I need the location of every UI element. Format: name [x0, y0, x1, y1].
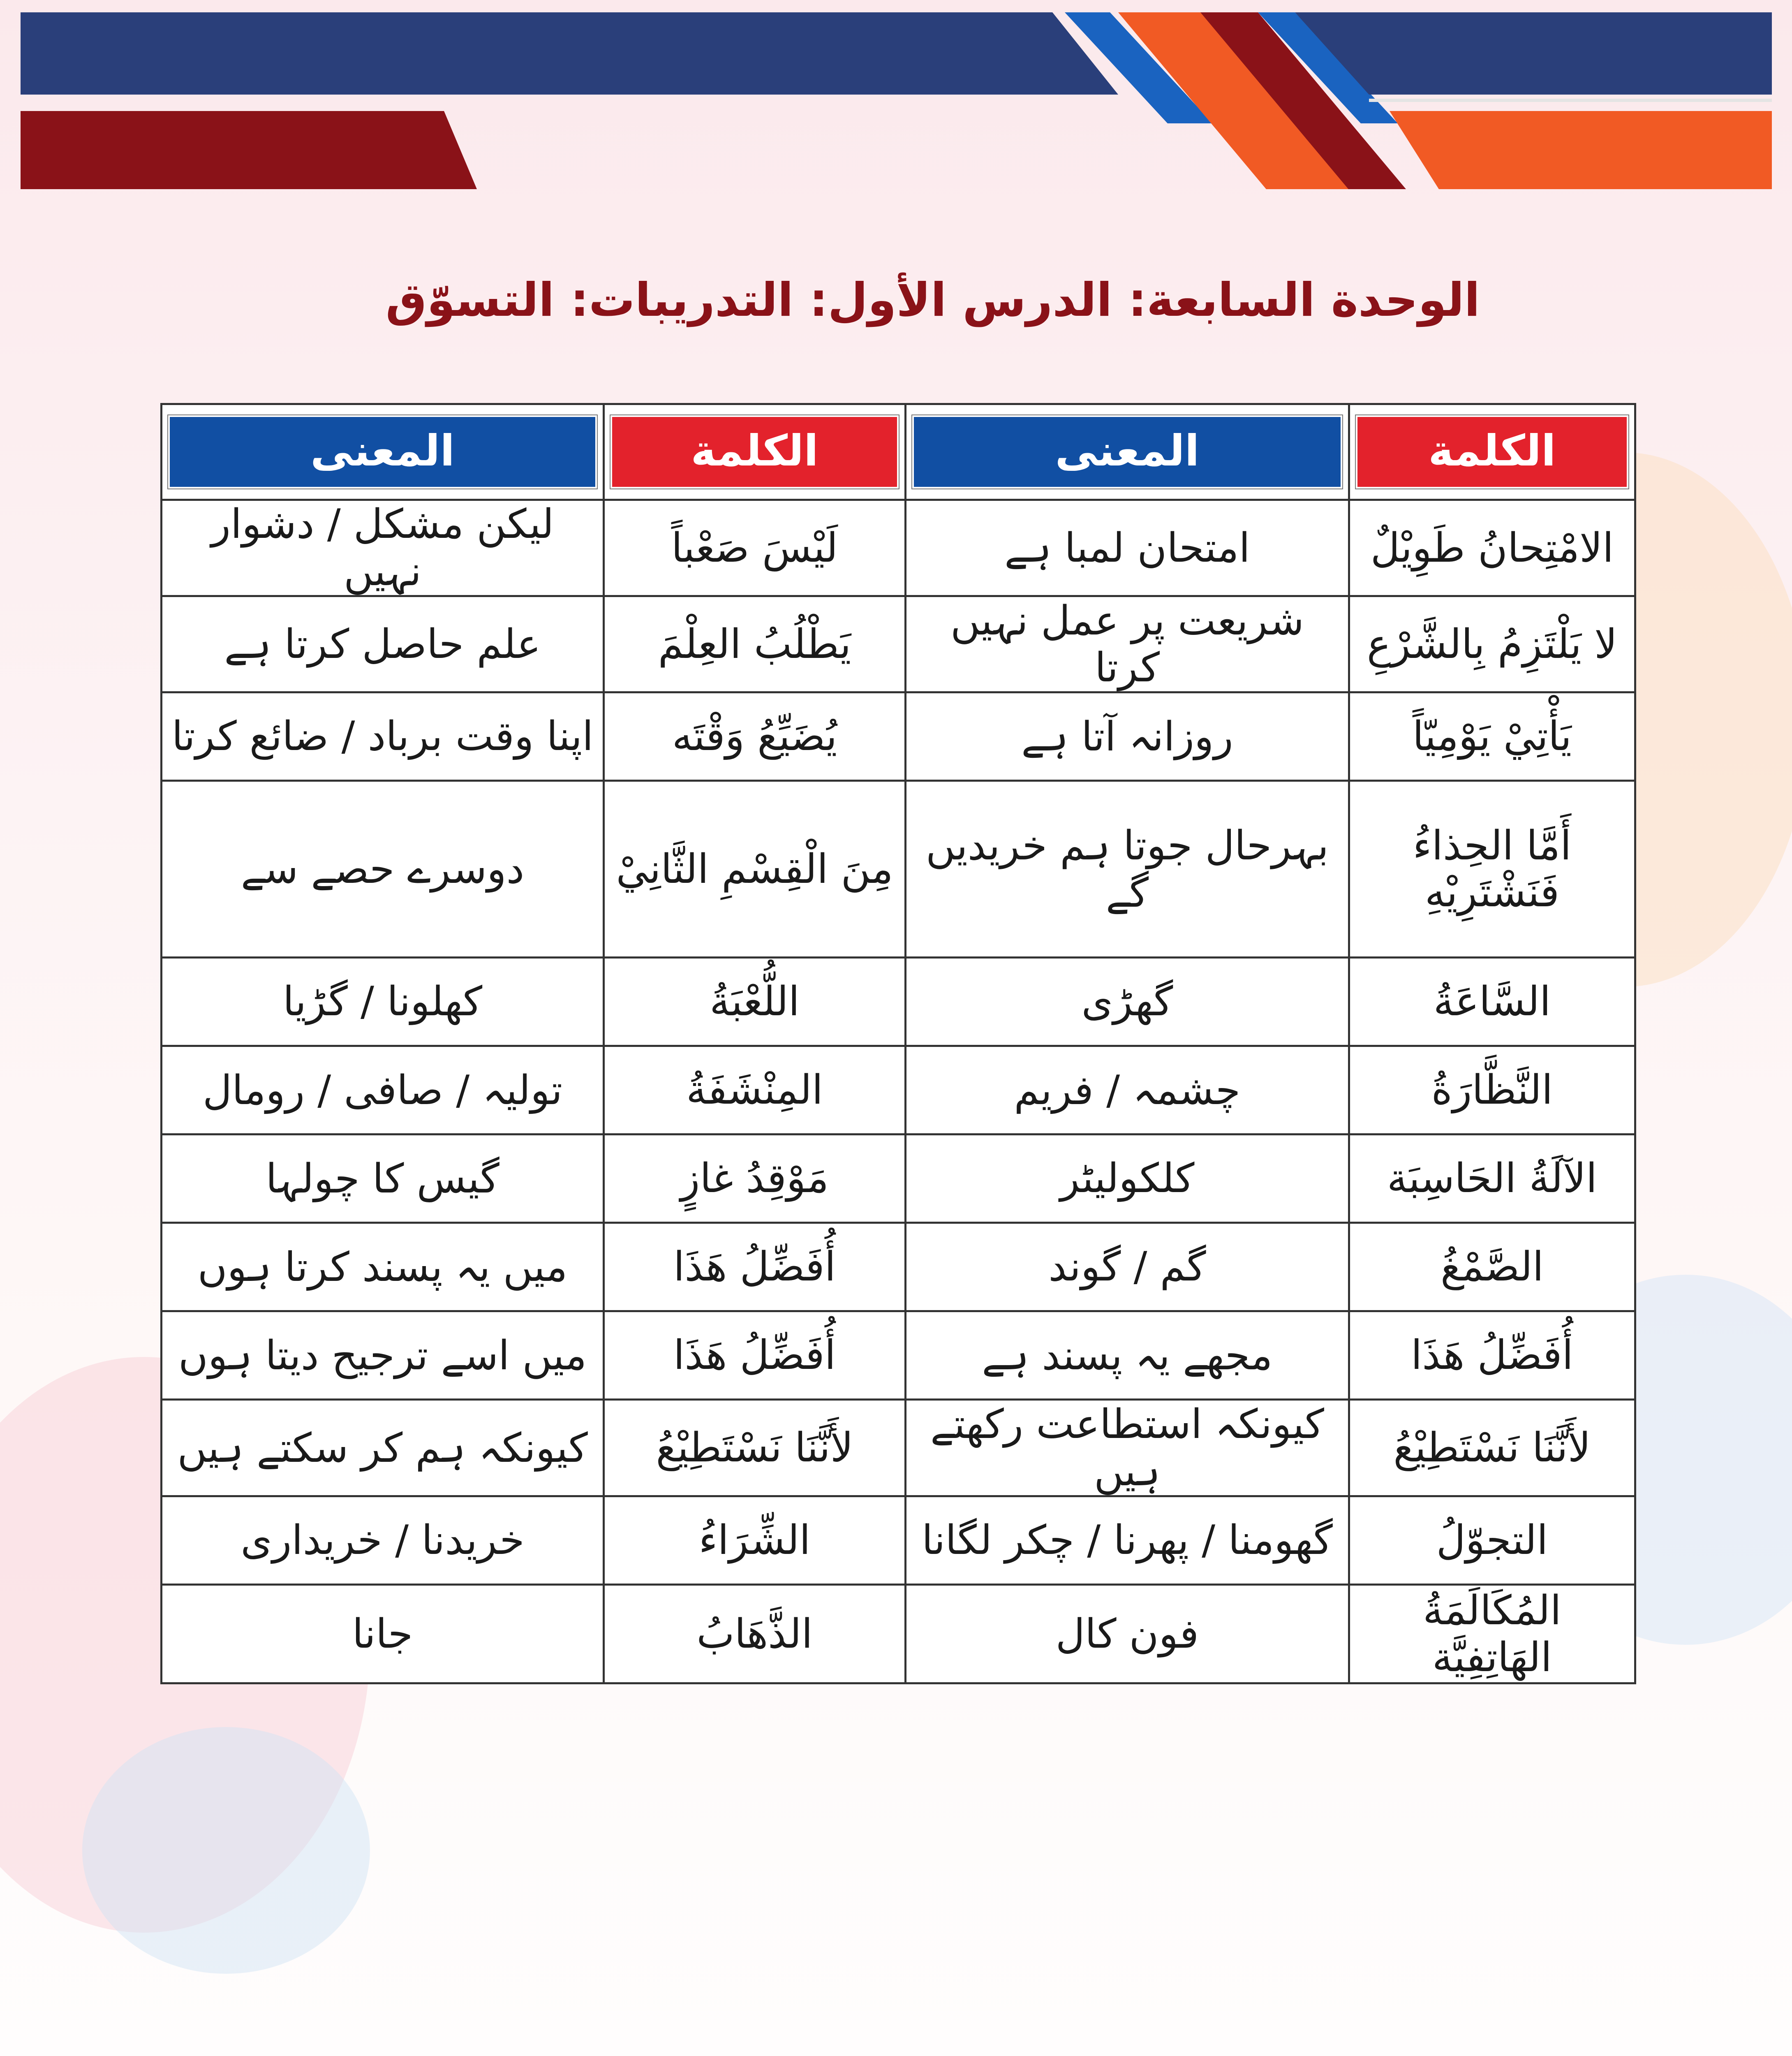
meaning-cell: بہرحال جوتا ہم خریدیں گے	[905, 781, 1349, 958]
meaning-cell: گھومنا / پھرنا / چکر لگانا	[905, 1496, 1349, 1585]
meaning-cell: گم / گوند	[905, 1223, 1349, 1311]
vocabulary-table	[160, 403, 1636, 1684]
table-row	[162, 596, 1635, 692]
table-row	[162, 1585, 1635, 1683]
column-header-meaning: المعنى	[168, 415, 597, 489]
word-cell: لأَنَّنَا نَسْتَطِيْعُ	[604, 1400, 906, 1496]
meaning-cell: دوسرے حصے سے	[162, 781, 604, 958]
meaning-cell: کھلونا / گڑیا	[162, 958, 604, 1046]
meaning-cell: مجھے یہ پسند ہے	[905, 1311, 1349, 1400]
table-row	[162, 1046, 1635, 1135]
word-cell: التجوّلُ	[1349, 1496, 1635, 1585]
word-cell: يُضَيِّعُ وَقْتَه	[604, 692, 906, 781]
meaning-cell: لیکن مشکل / دشوار نہیں	[162, 500, 604, 596]
table-row	[162, 1223, 1635, 1311]
word-cell: أُفَضِّلُ هَذَا	[1349, 1311, 1635, 1400]
meaning-cell: کیونکہ ہم کر سکتے ہیں	[162, 1400, 604, 1496]
column-header-meaning: المعنى	[912, 415, 1342, 489]
word-cell: أُفَضِّلُ هَذَا	[604, 1311, 906, 1400]
header-cell-word-2	[604, 404, 906, 500]
table-row	[162, 1311, 1635, 1400]
meaning-cell: گھڑی	[905, 958, 1349, 1046]
table-row	[162, 500, 1635, 596]
word-cell: اللُّعْبَةُ	[604, 958, 906, 1046]
column-header-word: الكلمة	[610, 415, 899, 489]
table-row	[162, 958, 1635, 1046]
header-cell-word-1	[1349, 404, 1635, 500]
word-cell: المِنْشَفَةُ	[604, 1046, 906, 1135]
header-cell-meaning-2	[162, 404, 604, 500]
meaning-cell: چشمہ / فریم	[905, 1046, 1349, 1135]
word-cell: لأَنَّنَا نَسْتَطِيْعُ	[1349, 1400, 1635, 1496]
meaning-cell: گیس کا چولہا	[162, 1135, 604, 1223]
word-cell: الذَّهَابُ	[604, 1585, 906, 1683]
meaning-cell: شریعت پر عمل نہیں کرتا	[905, 596, 1349, 692]
word-cell: مِنَ الْقِسْمِ الثَّانِيْ	[604, 781, 906, 958]
word-cell: مَوْقِدُ غازٍ	[604, 1135, 906, 1223]
table-row	[162, 692, 1635, 781]
word-cell: السَّاعَةُ	[1349, 958, 1635, 1046]
meaning-cell: کیونکہ استطاعت رکھتے ہیں	[905, 1400, 1349, 1496]
table-row	[162, 1135, 1635, 1223]
header-cell-meaning-1	[905, 404, 1349, 500]
meaning-cell: اپنا وقت برباد / ضائع کرتا	[162, 692, 604, 781]
word-cell: المُكَالَمَةُ الهَاتِفِيَّة	[1349, 1585, 1635, 1683]
meaning-cell: روزانہ آتا ہے	[905, 692, 1349, 781]
meaning-cell: فون کال	[905, 1585, 1349, 1683]
word-cell: لَيْسَ صَعْباً	[604, 500, 906, 596]
decorative-leaf	[82, 1727, 370, 1974]
word-cell: الآلَةُ الحَاسِبَة	[1349, 1135, 1635, 1223]
column-header-word: الكلمة	[1356, 415, 1628, 489]
meaning-cell: میں یہ پسند کرتا ہوں	[162, 1223, 604, 1311]
word-cell: الامْتِحانُ طَوِيْلٌ	[1349, 500, 1635, 596]
word-cell: أَمَّا الحِذاءُ فَنَشْتَرِيْهِ	[1349, 781, 1635, 958]
meaning-cell: خریدنا / خریداری	[162, 1496, 604, 1585]
table-row	[162, 781, 1635, 958]
word-cell: لا يَلْتَزِمُ بِالشَّرْعِ	[1349, 596, 1635, 692]
word-cell: النَّظَّارَةُ	[1349, 1046, 1635, 1135]
table-row	[162, 1496, 1635, 1585]
meaning-cell: جانا	[162, 1585, 604, 1683]
word-cell: يَطْلُبُ العِلْمَ	[604, 596, 906, 692]
page-title: الوحدة السابعة: الدرس الأول: التدريبات: التسوّق	[385, 273, 1480, 327]
word-cell: الصَّمْغُ	[1349, 1223, 1635, 1311]
word-cell: الشِّرَاءُ	[604, 1496, 906, 1585]
word-cell: أُفَضِّلُ هَذَا	[604, 1223, 906, 1311]
table-row	[162, 1400, 1635, 1496]
meaning-cell: علم حاصل کرتا ہے	[162, 596, 604, 692]
table-header-row	[162, 404, 1635, 500]
top-header-bands	[0, 0, 1792, 230]
word-cell: يَأْتِيْ يَوْمِيّاً	[1349, 692, 1635, 781]
meaning-cell: کلکولیٹر	[905, 1135, 1349, 1223]
meaning-cell: تولیہ / صافی / رومال	[162, 1046, 604, 1135]
meaning-cell: امتحان لمبا ہے	[905, 500, 1349, 596]
meaning-cell: میں اسے ترجیح دیتا ہوں	[162, 1311, 604, 1400]
